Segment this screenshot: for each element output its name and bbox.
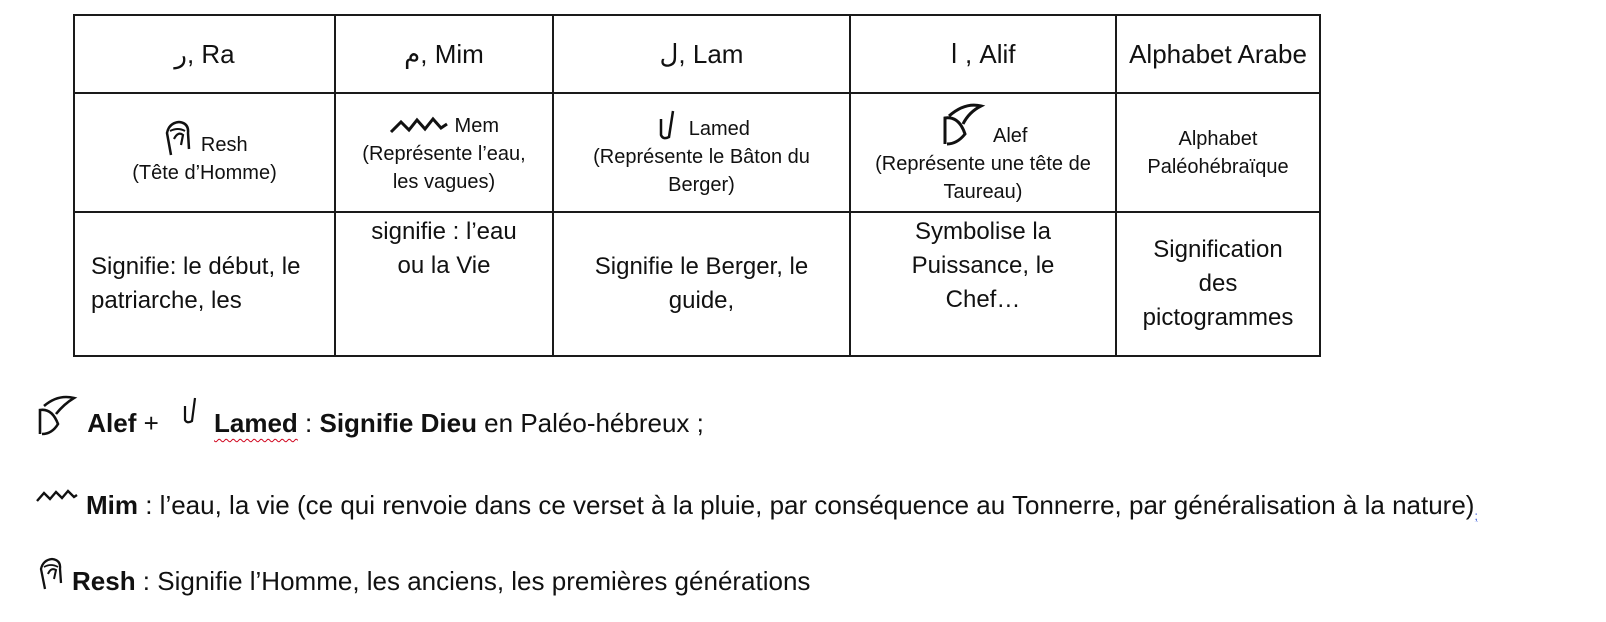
cell-resh <box>74 93 335 212</box>
note-resh-rest: : Signifie l’Homme, les anciens, les premières générations <box>135 566 811 596</box>
arabic-alphabet-header: Alphabet Arabe <box>1129 39 1307 69</box>
alef-meaning: Symbolise la Puissance, le Chef… <box>911 218 1055 313</box>
plus-sign: + <box>136 408 166 438</box>
note-alef-lamed-rest: en Paléo-hébreux ; <box>476 408 704 438</box>
cell-alef-meaning <box>850 212 1116 356</box>
mem-description: (Représente l’eau, les vagues) <box>362 142 526 193</box>
meaning-header: Signification des pictogrammes <box>1142 236 1294 331</box>
alef-name: Alef <box>992 124 1028 147</box>
resh-name: Resh <box>200 133 248 156</box>
lamed-word: Lamed <box>214 408 298 438</box>
note-mim <box>36 488 1478 523</box>
mem-name: Mem <box>454 114 499 137</box>
cell-alif <box>850 15 1116 93</box>
resh-meaning: Signifie: le début, le patriarche, les <box>91 253 301 314</box>
alef-pictogram-icon <box>36 392 80 438</box>
alif-label: ا , Alif <box>950 38 1016 69</box>
lamed-pictogram-icon <box>180 396 202 426</box>
mem-pictogram-icon <box>36 488 78 504</box>
cell-lamed <box>553 93 850 212</box>
lamed-description: (Représente le Bâton du Berger) <box>593 145 810 196</box>
meaning-row <box>74 212 1320 356</box>
colon: : <box>297 408 320 438</box>
ra-label: ر, Ra <box>174 38 235 69</box>
resh-pictogram-icon <box>36 556 66 592</box>
cell-alef <box>850 93 1116 212</box>
cell-paleohebrew-header <box>1116 93 1320 212</box>
cell-mim <box>335 15 553 93</box>
mim-label: م, Mim <box>404 38 484 69</box>
cell-lam <box>553 15 850 93</box>
lamed-meaning: Signifie le Berger, le guide, <box>594 253 809 314</box>
paleohebrew-row <box>74 93 1320 212</box>
cell-lamed-meaning <box>553 212 850 356</box>
note-mim-rest: : l’eau, la vie (ce qui renvoie dans ce verset à la pluie, par conséquence au Tonnerre, par généralisation à la nature) <box>138 490 1475 520</box>
cell-mem <box>335 93 553 212</box>
alef-pictogram-icon <box>939 100 989 150</box>
mim-word: Mim <box>86 490 138 520</box>
mem-pictogram-icon <box>389 110 449 140</box>
lamed-name: Lamed <box>688 117 750 140</box>
note-mim-mark: ; <box>1474 509 1478 524</box>
resh-word: Resh <box>72 566 136 596</box>
paleohebrew-header: Alphabet Paléohébraïque <box>1147 127 1289 178</box>
note-resh <box>36 556 810 597</box>
alef-word: Alef <box>87 408 137 438</box>
lamed-pictogram-icon <box>653 107 683 143</box>
mem-meaning: signifie : l’eau ou la Vie <box>371 218 517 279</box>
cell-ra <box>74 15 335 93</box>
cell-mem-meaning <box>335 212 553 356</box>
lam-label: ل, Lam <box>659 38 744 69</box>
resh-pictogram-icon <box>161 119 195 159</box>
alphabet-table <box>73 14 1321 357</box>
alef-description: (Représente une tête de Taureau) <box>875 152 1091 203</box>
arabic-alphabet-row <box>74 15 1320 93</box>
cell-resh-meaning <box>74 212 335 356</box>
cell-arabic-alphabet-header <box>1116 15 1320 93</box>
cell-meaning-header <box>1116 212 1320 356</box>
note-alef-lamed <box>36 392 704 439</box>
resh-description: (Tête d’Homme) <box>132 161 277 184</box>
bold-meaning: Signifie Dieu <box>319 408 477 438</box>
